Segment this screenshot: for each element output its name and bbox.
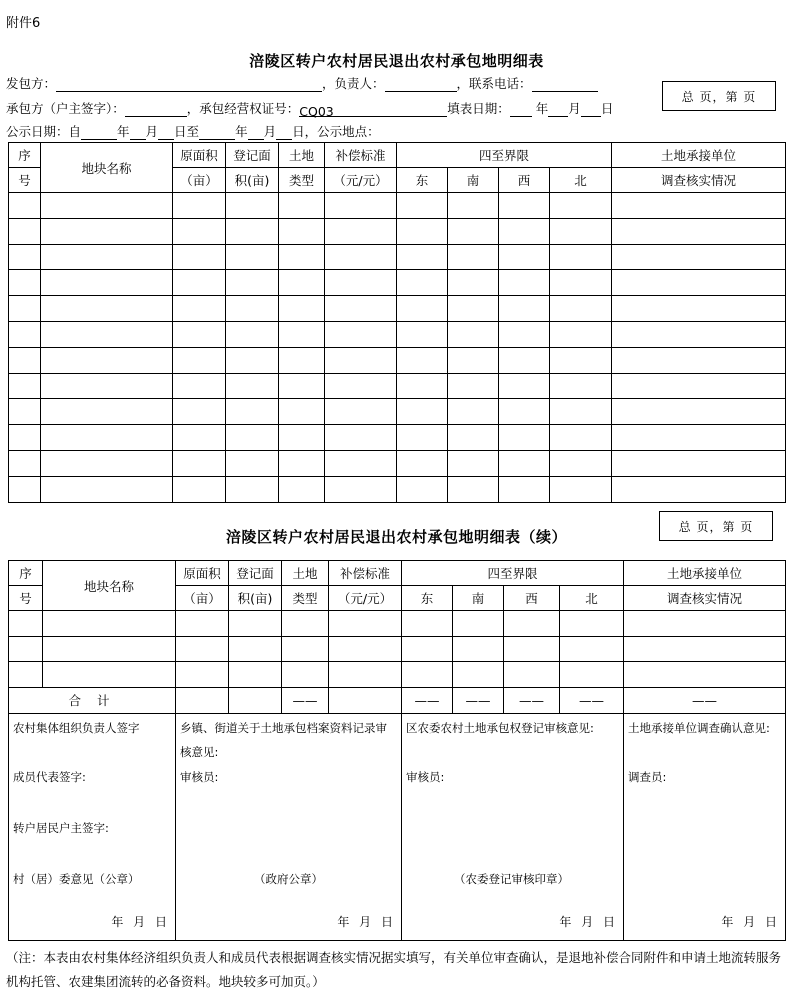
form-title-continued: 涪陵区转户农村居民退出农村承包地明细表（续） — [225, 528, 567, 546]
table-cell[interactable] — [173, 347, 226, 373]
table-cell[interactable] — [9, 662, 43, 688]
table-cell[interactable] — [550, 476, 612, 502]
col-header-orig-area-unit: （亩） — [176, 586, 229, 611]
table-cell[interactable] — [499, 321, 550, 347]
col-header-unit: 土地承接单位 — [624, 561, 786, 586]
table-cell[interactable] — [448, 193, 499, 219]
table-cell[interactable] — [397, 399, 448, 425]
village-signature-cell[interactable] — [9, 713, 176, 940]
table-row — [9, 218, 786, 244]
col-header-compensation: 补偿标准 — [329, 561, 402, 586]
table-cell[interactable] — [325, 476, 397, 502]
table-cell[interactable] — [325, 193, 397, 219]
table-cell[interactable] — [279, 218, 325, 244]
table-cell[interactable] — [226, 399, 279, 425]
table-cell[interactable] — [279, 450, 325, 476]
table-cell[interactable] — [612, 296, 786, 322]
table-cell[interactable] — [173, 450, 226, 476]
table-cell[interactable] — [325, 425, 397, 451]
table-row — [9, 270, 786, 296]
table-cell[interactable] — [550, 425, 612, 451]
table-cell[interactable] — [499, 270, 550, 296]
table-cell[interactable] — [226, 476, 279, 502]
table-cell[interactable] — [173, 270, 226, 296]
table-cell[interactable] — [550, 218, 612, 244]
total-reg-area[interactable] — [229, 687, 282, 713]
table-cell[interactable] — [41, 476, 173, 502]
table-cell[interactable] — [279, 476, 325, 502]
col-header-index-2: 号 — [9, 586, 43, 611]
header-line-2 — [6, 99, 613, 117]
table-cell[interactable] — [325, 450, 397, 476]
total-west-dash: —— — [504, 687, 560, 713]
table-cell[interactable] — [173, 296, 226, 322]
table-cell[interactable] — [448, 244, 499, 270]
table-cell[interactable] — [499, 296, 550, 322]
table-cell[interactable] — [226, 244, 279, 270]
table-cell[interactable] — [397, 450, 448, 476]
table-cell[interactable] — [550, 373, 612, 399]
table-cell[interactable] — [9, 450, 41, 476]
col-header-reg-area: 登记面 — [229, 561, 282, 586]
township-review-cell[interactable] — [176, 713, 402, 940]
table-cell[interactable] — [499, 373, 550, 399]
table-cell[interactable] — [226, 450, 279, 476]
table-cell[interactable] — [329, 611, 402, 637]
table-cell[interactable] — [612, 450, 786, 476]
table-cell[interactable] — [9, 270, 41, 296]
table-cell[interactable] — [624, 611, 786, 637]
table-cell[interactable] — [279, 270, 325, 296]
table-cell[interactable] — [9, 399, 41, 425]
col-header-boundary: 四至界限 — [397, 143, 612, 168]
table-cell[interactable] — [173, 321, 226, 347]
table-cell[interactable] — [499, 450, 550, 476]
table-cell[interactable] — [550, 399, 612, 425]
table-cell[interactable] — [41, 244, 173, 270]
table-cell[interactable] — [9, 244, 41, 270]
village-leader-sign-label: 农村集体组织负责人签字 — [13, 720, 140, 735]
table-cell[interactable] — [560, 662, 624, 688]
table-cell[interactable] — [41, 450, 173, 476]
table-cell[interactable] — [612, 425, 786, 451]
table-cell[interactable] — [448, 296, 499, 322]
table-cell[interactable] — [325, 399, 397, 425]
certificate-value: CQ03 — [299, 104, 334, 119]
table-cell[interactable] — [226, 347, 279, 373]
col-header-west: 西 — [504, 586, 560, 611]
table-cell[interactable] — [325, 270, 397, 296]
fill-month-label: 月 — [568, 101, 581, 116]
table-cell[interactable] — [325, 373, 397, 399]
header-line-1 — [6, 74, 598, 92]
col-header-index: 序 — [9, 561, 43, 586]
table-cell[interactable] — [226, 296, 279, 322]
table-cell[interactable] — [402, 611, 453, 637]
table-cell[interactable] — [282, 611, 329, 637]
page-number-box-2: 总 页，第 页 — [659, 511, 773, 541]
table-cell[interactable] — [41, 347, 173, 373]
signature-row — [9, 713, 786, 940]
col-header-land-type: 土地 — [282, 561, 329, 586]
table-cell[interactable] — [397, 425, 448, 451]
table-cell[interactable] — [329, 636, 402, 662]
table-cell[interactable] — [279, 373, 325, 399]
fill-day-label: 日 — [600, 101, 614, 116]
table-cell[interactable] — [448, 373, 499, 399]
pub-end-month-field[interactable] — [248, 127, 264, 140]
table-cell[interactable] — [9, 193, 41, 219]
table-cell[interactable] — [41, 218, 173, 244]
pub-end-day-field[interactable] — [276, 127, 292, 140]
table-cell[interactable] — [9, 636, 43, 662]
table-cell[interactable] — [9, 321, 41, 347]
table-row — [9, 450, 786, 476]
table-cell[interactable] — [173, 425, 226, 451]
header-line-3 — [6, 122, 380, 140]
table-cell[interactable] — [41, 425, 173, 451]
table-cell[interactable] — [499, 218, 550, 244]
col-header-unit: 土地承接单位 — [612, 143, 786, 168]
publicity-date-label: 公示日期：自 — [6, 124, 82, 139]
table-row — [9, 193, 786, 219]
total-east-dash: —— — [402, 687, 453, 713]
table-row — [9, 476, 786, 502]
table-row — [9, 399, 786, 425]
table-cell[interactable] — [279, 296, 325, 322]
table-cell[interactable] — [448, 321, 499, 347]
page-number-box: 总 页，第 页 — [662, 81, 776, 111]
table-row — [9, 347, 786, 373]
table-cell[interactable] — [504, 636, 560, 662]
col-header-index-2: 号 — [9, 168, 41, 193]
table-row — [9, 373, 786, 399]
township-review-label: 乡镇、街道关于土地承包档案资料记录审 — [180, 720, 387, 735]
col-header-land-type-2: 类型 — [282, 586, 329, 611]
table-cell[interactable] — [325, 218, 397, 244]
table-cell[interactable] — [279, 399, 325, 425]
table-cell[interactable] — [43, 636, 176, 662]
pub-end-year-label: 年 — [235, 124, 248, 139]
col-header-land-type-2: 类型 — [279, 168, 325, 193]
table-cell[interactable] — [41, 321, 173, 347]
table-cell[interactable] — [499, 244, 550, 270]
agri-date: 年 月 日 — [559, 914, 616, 929]
table-cell[interactable] — [448, 476, 499, 502]
col-header-compensation: 补偿标准 — [325, 143, 397, 168]
total-south-dash: —— — [453, 687, 504, 713]
table-cell[interactable] — [448, 450, 499, 476]
table-cell[interactable] — [282, 662, 329, 688]
table-cell[interactable] — [279, 321, 325, 347]
col-header-plot-name: 地块名称 — [41, 143, 173, 193]
contractor-field[interactable] — [56, 79, 322, 92]
table-row — [9, 636, 786, 662]
pub-start-year-field[interactable] — [81, 127, 117, 140]
table-cell[interactable] — [176, 611, 229, 637]
householder-sign-label: 转户居民户主签字: — [13, 820, 109, 835]
table-cell[interactable] — [550, 296, 612, 322]
form-title: 涪陵区转户农村居民退出农村承包地明细表 — [249, 52, 544, 70]
pub-start-month-label: 月 — [145, 124, 159, 139]
col-header-orig-area: 原面积 — [176, 561, 229, 586]
table-cell[interactable] — [499, 425, 550, 451]
table-cell[interactable] — [325, 244, 397, 270]
table-cell[interactable] — [612, 321, 786, 347]
table-cell[interactable] — [550, 450, 612, 476]
table-cell[interactable] — [397, 244, 448, 270]
contractee-label: 承包方（户主签字）： — [6, 101, 125, 116]
fill-day-field[interactable] — [581, 104, 601, 117]
table-cell[interactable] — [448, 425, 499, 451]
col-header-north: 北 — [560, 586, 624, 611]
table-cell[interactable] — [402, 636, 453, 662]
table-cell[interactable] — [560, 636, 624, 662]
table-cell[interactable] — [173, 399, 226, 425]
pub-start-day-field[interactable] — [158, 127, 174, 140]
agri-committee-review-label: 区农委农村土地承包权登记审核意见: — [406, 720, 594, 735]
contractee-signature-field[interactable] — [125, 104, 187, 117]
table-cell[interactable] — [173, 244, 226, 270]
table-cell[interactable] — [9, 296, 41, 322]
township-date: 年 月 日 — [337, 914, 393, 929]
table-cell[interactable] — [226, 193, 279, 219]
col-header-orig-area-unit: （亩） — [173, 168, 226, 193]
col-header-compensation-unit: （元/元） — [329, 586, 402, 611]
member-rep-sign-label: 成员代表签字: — [13, 769, 86, 784]
pub-start-year-label: 年 — [117, 124, 130, 139]
table-cell[interactable] — [173, 193, 226, 219]
table-cell[interactable] — [176, 636, 229, 662]
township-review-label-2: 核意见: — [180, 744, 219, 759]
pub-start-month-field[interactable] — [130, 127, 146, 140]
table-cell[interactable] — [9, 347, 41, 373]
table-cell[interactable] — [612, 193, 786, 219]
table-cell[interactable] — [226, 270, 279, 296]
table-cell[interactable] — [9, 611, 43, 637]
table-cell[interactable] — [504, 662, 560, 688]
total-compensation[interactable] — [329, 687, 402, 713]
table-cell[interactable] — [612, 244, 786, 270]
contractor-label: 发包方： — [6, 76, 57, 91]
footnote: （注：本表由农村集体经济组织负责人和成员代表根据调查核实情况据实填写，有关单位审查确认，是退地补偿合同附件和申请土地流转服务机构托管、农建集团流转的必备资料。地块较多可加页。） — [6, 950, 782, 989]
col-header-boundary: 四至界限 — [402, 561, 624, 586]
table-cell[interactable] — [397, 347, 448, 373]
village-date: 年 月 日 — [111, 914, 167, 929]
col-header-west: 西 — [499, 168, 550, 193]
col-header-unit-2: 调查核实情况 — [612, 168, 786, 193]
table-cell[interactable] — [448, 399, 499, 425]
col-header-land-type: 土地 — [279, 143, 325, 168]
total-land-type-dash: —— — [282, 687, 329, 713]
agri-committee-cell[interactable] — [402, 713, 624, 940]
receiving-unit-date: 年 月 日 — [721, 914, 778, 929]
table-row — [9, 244, 786, 270]
agri-reviewer-label: 审核员: — [406, 769, 445, 784]
table-cell[interactable] — [560, 611, 624, 637]
detail-table-continued — [8, 560, 786, 941]
receiving-unit-opinion-label: 土地承接单位调查确认意见: — [628, 720, 770, 735]
table-cell[interactable] — [226, 373, 279, 399]
table-cell[interactable] — [453, 636, 504, 662]
table-cell[interactable] — [282, 636, 329, 662]
table-cell[interactable] — [173, 476, 226, 502]
table-cell[interactable] — [226, 425, 279, 451]
table-cell[interactable] — [397, 321, 448, 347]
table-cell[interactable] — [397, 476, 448, 502]
table-cell[interactable] — [229, 611, 282, 637]
table-row — [9, 321, 786, 347]
phone-label: ，联系电话： — [456, 76, 532, 91]
table-cell[interactable] — [173, 373, 226, 399]
total-unit-dash: —— — [624, 687, 786, 713]
table-cell[interactable] — [448, 270, 499, 296]
table-cell[interactable] — [612, 399, 786, 425]
table-cell[interactable] — [41, 399, 173, 425]
total-label: 合 计 — [9, 687, 176, 713]
table-cell[interactable] — [448, 218, 499, 244]
table-cell[interactable] — [448, 347, 499, 373]
total-north-dash: —— — [560, 687, 624, 713]
table-cell[interactable] — [397, 270, 448, 296]
phone-field[interactable] — [532, 79, 598, 92]
table-cell[interactable] — [550, 321, 612, 347]
table-cell[interactable] — [173, 218, 226, 244]
table-cell[interactable] — [612, 373, 786, 399]
table-cell[interactable] — [402, 662, 453, 688]
table-cell[interactable] — [41, 296, 173, 322]
table-cell[interactable] — [612, 270, 786, 296]
table-cell[interactable] — [9, 373, 41, 399]
table-cell[interactable] — [41, 373, 173, 399]
col-header-index: 序 — [9, 143, 41, 168]
total-orig-area[interactable] — [176, 687, 229, 713]
table-cell[interactable] — [9, 476, 41, 502]
table-cell[interactable] — [279, 425, 325, 451]
table-cell[interactable] — [453, 611, 504, 637]
table-cell[interactable] — [329, 662, 402, 688]
table-cell[interactable] — [325, 321, 397, 347]
col-header-reg-area-unit: 积(亩) — [226, 168, 279, 193]
village-committee-opinion-label: 村（居）委意见（公章） — [13, 871, 140, 886]
table-cell[interactable] — [9, 425, 41, 451]
table-cell[interactable] — [397, 296, 448, 322]
person-in-charge-field[interactable] — [385, 79, 457, 92]
table-cell[interactable] — [550, 244, 612, 270]
col-header-reg-area-unit: 积(亩) — [229, 586, 282, 611]
table-cell[interactable] — [612, 476, 786, 502]
table-cell[interactable] — [176, 662, 229, 688]
col-header-south: 南 — [448, 168, 499, 193]
investigator-label: 调查员: — [628, 769, 667, 784]
table-cell[interactable] — [612, 218, 786, 244]
table-cell[interactable] — [226, 321, 279, 347]
table-cell[interactable] — [453, 662, 504, 688]
table-cell[interactable] — [229, 662, 282, 688]
fill-month-field[interactable] — [548, 104, 568, 117]
col-header-compensation-unit: （元/元） — [325, 168, 397, 193]
fill-year-field[interactable] — [510, 104, 532, 117]
col-header-orig-area: 原面积 — [173, 143, 226, 168]
table-cell[interactable] — [41, 270, 173, 296]
pub-end-year-field[interactable] — [199, 127, 235, 140]
fill-date-label: 填表日期： — [447, 101, 510, 116]
table-cell[interactable] — [499, 476, 550, 502]
col-header-plot-name: 地块名称 — [43, 561, 176, 611]
col-header-east: 东 — [397, 168, 448, 193]
certificate-field[interactable] — [299, 104, 447, 117]
table-cell[interactable] — [624, 662, 786, 688]
table-cell[interactable] — [325, 296, 397, 322]
fill-year-label: 年 — [535, 101, 549, 116]
table-cell[interactable] — [550, 347, 612, 373]
table-cell[interactable] — [229, 636, 282, 662]
pub-to-label: 日至 — [174, 124, 200, 139]
attachment-label: 附件6 — [6, 16, 41, 31]
table-cell[interactable] — [43, 662, 176, 688]
table-cell[interactable] — [397, 218, 448, 244]
table-cell[interactable] — [499, 399, 550, 425]
col-header-reg-area: 登记面 — [226, 143, 279, 168]
col-header-east: 东 — [402, 586, 453, 611]
col-header-north: 北 — [550, 168, 612, 193]
agri-seal-label: （农委登记审核印章） — [454, 871, 569, 886]
table-cell[interactable] — [325, 347, 397, 373]
pub-end-month-label: 月 — [263, 124, 277, 139]
table-cell[interactable] — [499, 347, 550, 373]
pub-location-label: 日，公示地点： — [292, 124, 380, 139]
table-cell[interactable] — [550, 193, 612, 219]
table-cell[interactable] — [41, 193, 173, 219]
table-row — [9, 425, 786, 451]
table-row — [9, 611, 786, 637]
table-cell[interactable] — [612, 347, 786, 373]
table-cell[interactable] — [624, 636, 786, 662]
col-header-unit-2: 调查核实情况 — [624, 586, 786, 611]
table-cell[interactable] — [43, 611, 176, 637]
certificate-label: ，承包经营权证号： — [186, 101, 300, 116]
table-row — [9, 662, 786, 688]
table-cell[interactable] — [279, 193, 325, 219]
receiving-unit-cell[interactable] — [624, 713, 786, 940]
table-cell[interactable] — [550, 270, 612, 296]
detail-table — [8, 142, 786, 503]
person-in-charge-label: ，负责人： — [322, 76, 385, 91]
table-cell[interactable] — [9, 218, 41, 244]
table-cell[interactable] — [397, 193, 448, 219]
table-cell[interactable] — [226, 218, 279, 244]
table-row — [9, 296, 786, 322]
government-seal-label: （政府公章） — [254, 871, 323, 886]
col-header-south: 南 — [453, 586, 504, 611]
table-cell[interactable] — [397, 373, 448, 399]
total-row — [9, 687, 786, 713]
table-cell[interactable] — [279, 244, 325, 270]
table-cell[interactable] — [279, 347, 325, 373]
township-reviewer-label: 审核员: — [180, 769, 219, 784]
table-cell[interactable] — [499, 193, 550, 219]
table-cell[interactable] — [504, 611, 560, 637]
